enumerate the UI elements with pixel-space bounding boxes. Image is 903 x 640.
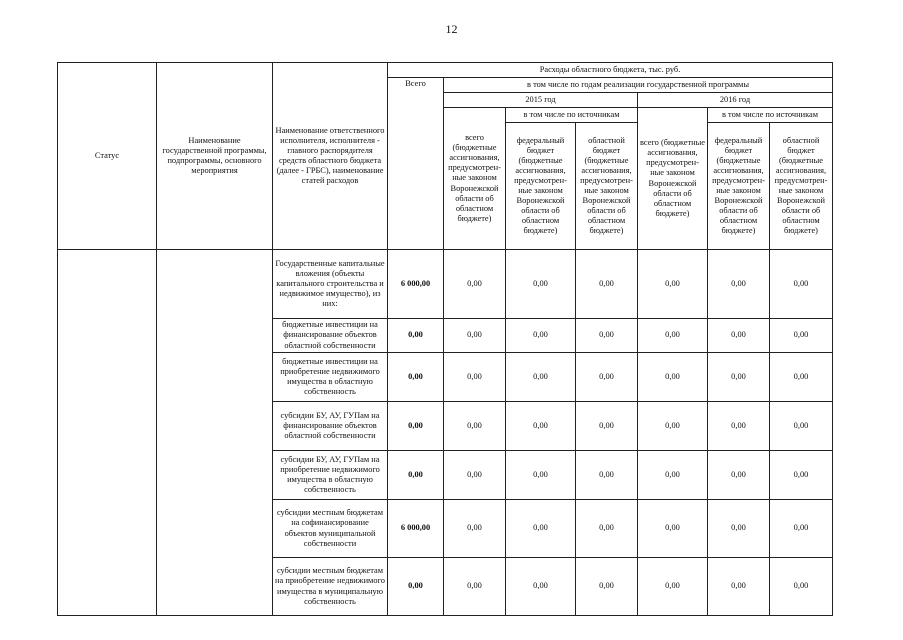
- row-value: 0,00: [708, 319, 770, 353]
- row-value: 0,00: [444, 500, 506, 558]
- row-value: 0,00: [770, 319, 833, 353]
- header-2016-federal: федеральный бюджет (бюджетные ассигнования, предусмотрен-ные законом Воронежской области об областном бюджете): [708, 123, 770, 250]
- row-value: 0,00: [638, 500, 708, 558]
- header-2016-by-sources: в том числе по источникам: [708, 108, 833, 123]
- row-name: бюджетные инвестиции на финансирование объектов областной собственности: [273, 319, 388, 353]
- row-value: 0,00: [444, 250, 506, 319]
- row-value: 0,00: [708, 353, 770, 402]
- row-value: 0,00: [770, 451, 833, 500]
- header-year-2016: 2016 год: [638, 93, 833, 108]
- header-by-years: в том числе по годам реализации государственной программы: [444, 78, 833, 93]
- row-value: 0,00: [576, 353, 638, 402]
- header-expenses: Расходы областного бюджета, тыс. руб.: [388, 63, 833, 78]
- row-total: 0,00: [388, 451, 444, 500]
- row-total: 6 000,00: [388, 250, 444, 319]
- header-2015-by-sources: в том числе по источникам: [506, 108, 638, 123]
- status-cell: [58, 250, 157, 616]
- row-total: 0,00: [388, 558, 444, 616]
- row-value: 0,00: [708, 500, 770, 558]
- header-program-name: Наименование государственной программы, подпрограммы, основного мероприятия: [157, 63, 273, 250]
- row-value: 0,00: [444, 451, 506, 500]
- row-value: 0,00: [770, 353, 833, 402]
- header-2015-federal: федеральный бюджет (бюджетные ассигнования, предусмотрен-ные законом Воронежской области об областном бюджете): [506, 123, 576, 250]
- row-value: 0,00: [770, 558, 833, 616]
- row-value: 0,00: [444, 319, 506, 353]
- row-name: бюджетные инвестиции на приобретение недвижимого имущества в областную собственность: [273, 353, 388, 402]
- header-2016-all: всего (бюджетные ассигнования, предусмотрен-ные законом Воронежской области об областном бюджете): [638, 108, 708, 250]
- row-value: 0,00: [638, 353, 708, 402]
- row-value: 0,00: [506, 451, 576, 500]
- header-2015-all: всего (бюджетные ассигнования, предусмотрен-ные законом Воронежской области об областном бюджете): [444, 108, 506, 250]
- header-year-2015: 2015 год: [444, 93, 638, 108]
- row-value: 0,00: [576, 402, 638, 451]
- row-value: 0,00: [506, 402, 576, 451]
- row-value: 0,00: [576, 319, 638, 353]
- row-value: 0,00: [506, 250, 576, 319]
- row-value: 0,00: [638, 451, 708, 500]
- row-value: 0,00: [576, 250, 638, 319]
- row-value: 0,00: [506, 353, 576, 402]
- row-name: субсидии БУ, АУ, ГУПам на финансирование объектов областной собственности: [273, 402, 388, 451]
- row-value: 0,00: [770, 250, 833, 319]
- row-name: Государственные капитальные вложения (объекты капитального строительства и недвижимое имущество), из них:: [273, 250, 388, 319]
- row-value: 0,00: [638, 558, 708, 616]
- header-status: Статус: [58, 63, 157, 250]
- row-value: 0,00: [708, 558, 770, 616]
- row-value: 0,00: [576, 500, 638, 558]
- row-value: 0,00: [444, 558, 506, 616]
- header-executor: Наименование ответственного исполнителя, исполнителя - главного распорядителя средств областного бюджета (далее - ГРБС), наименование статей расходов: [273, 63, 388, 250]
- row-value: 0,00: [638, 319, 708, 353]
- row-name: субсидии местным бюджетам на софинансирование объектов муниципальной собственности: [273, 500, 388, 558]
- row-name: субсидии местным бюджетам на приобретение недвижимого имущества в муниципальную собственность: [273, 558, 388, 616]
- row-value: 0,00: [770, 500, 833, 558]
- row-value: 0,00: [708, 402, 770, 451]
- row-total: 0,00: [388, 402, 444, 451]
- row-total: 6 000,00: [388, 500, 444, 558]
- row-value: 0,00: [770, 402, 833, 451]
- budget-table: [57, 62, 833, 616]
- row-value: 0,00: [708, 250, 770, 319]
- row-total: 0,00: [388, 353, 444, 402]
- row-value: 0,00: [506, 500, 576, 558]
- row-value: 0,00: [638, 250, 708, 319]
- row-value: 0,00: [708, 451, 770, 500]
- row-value: 0,00: [444, 402, 506, 451]
- program-cell: [157, 250, 273, 616]
- row-name: субсидии БУ, АУ, ГУПам на приобретение недвижимого имущества в областную собственность: [273, 451, 388, 500]
- page-number: 12: [445, 22, 458, 36]
- header-total: Всего: [388, 78, 444, 250]
- table-row: [58, 250, 833, 319]
- header-2016-regional: областной бюджет (бюджетные ассигнования, предусмотрен-ные законом Воронежской области об областном бюджете): [770, 123, 833, 250]
- row-value: 0,00: [576, 558, 638, 616]
- row-value: 0,00: [506, 558, 576, 616]
- row-value: 0,00: [576, 451, 638, 500]
- header-2015-regional: областной бюджет (бюджетные ассигнования, предусмотрен-ные законом Воронежской области об областном бюджете): [576, 123, 638, 250]
- row-value: 0,00: [444, 353, 506, 402]
- row-total: 0,00: [388, 319, 444, 353]
- row-value: 0,00: [638, 402, 708, 451]
- row-value: 0,00: [506, 319, 576, 353]
